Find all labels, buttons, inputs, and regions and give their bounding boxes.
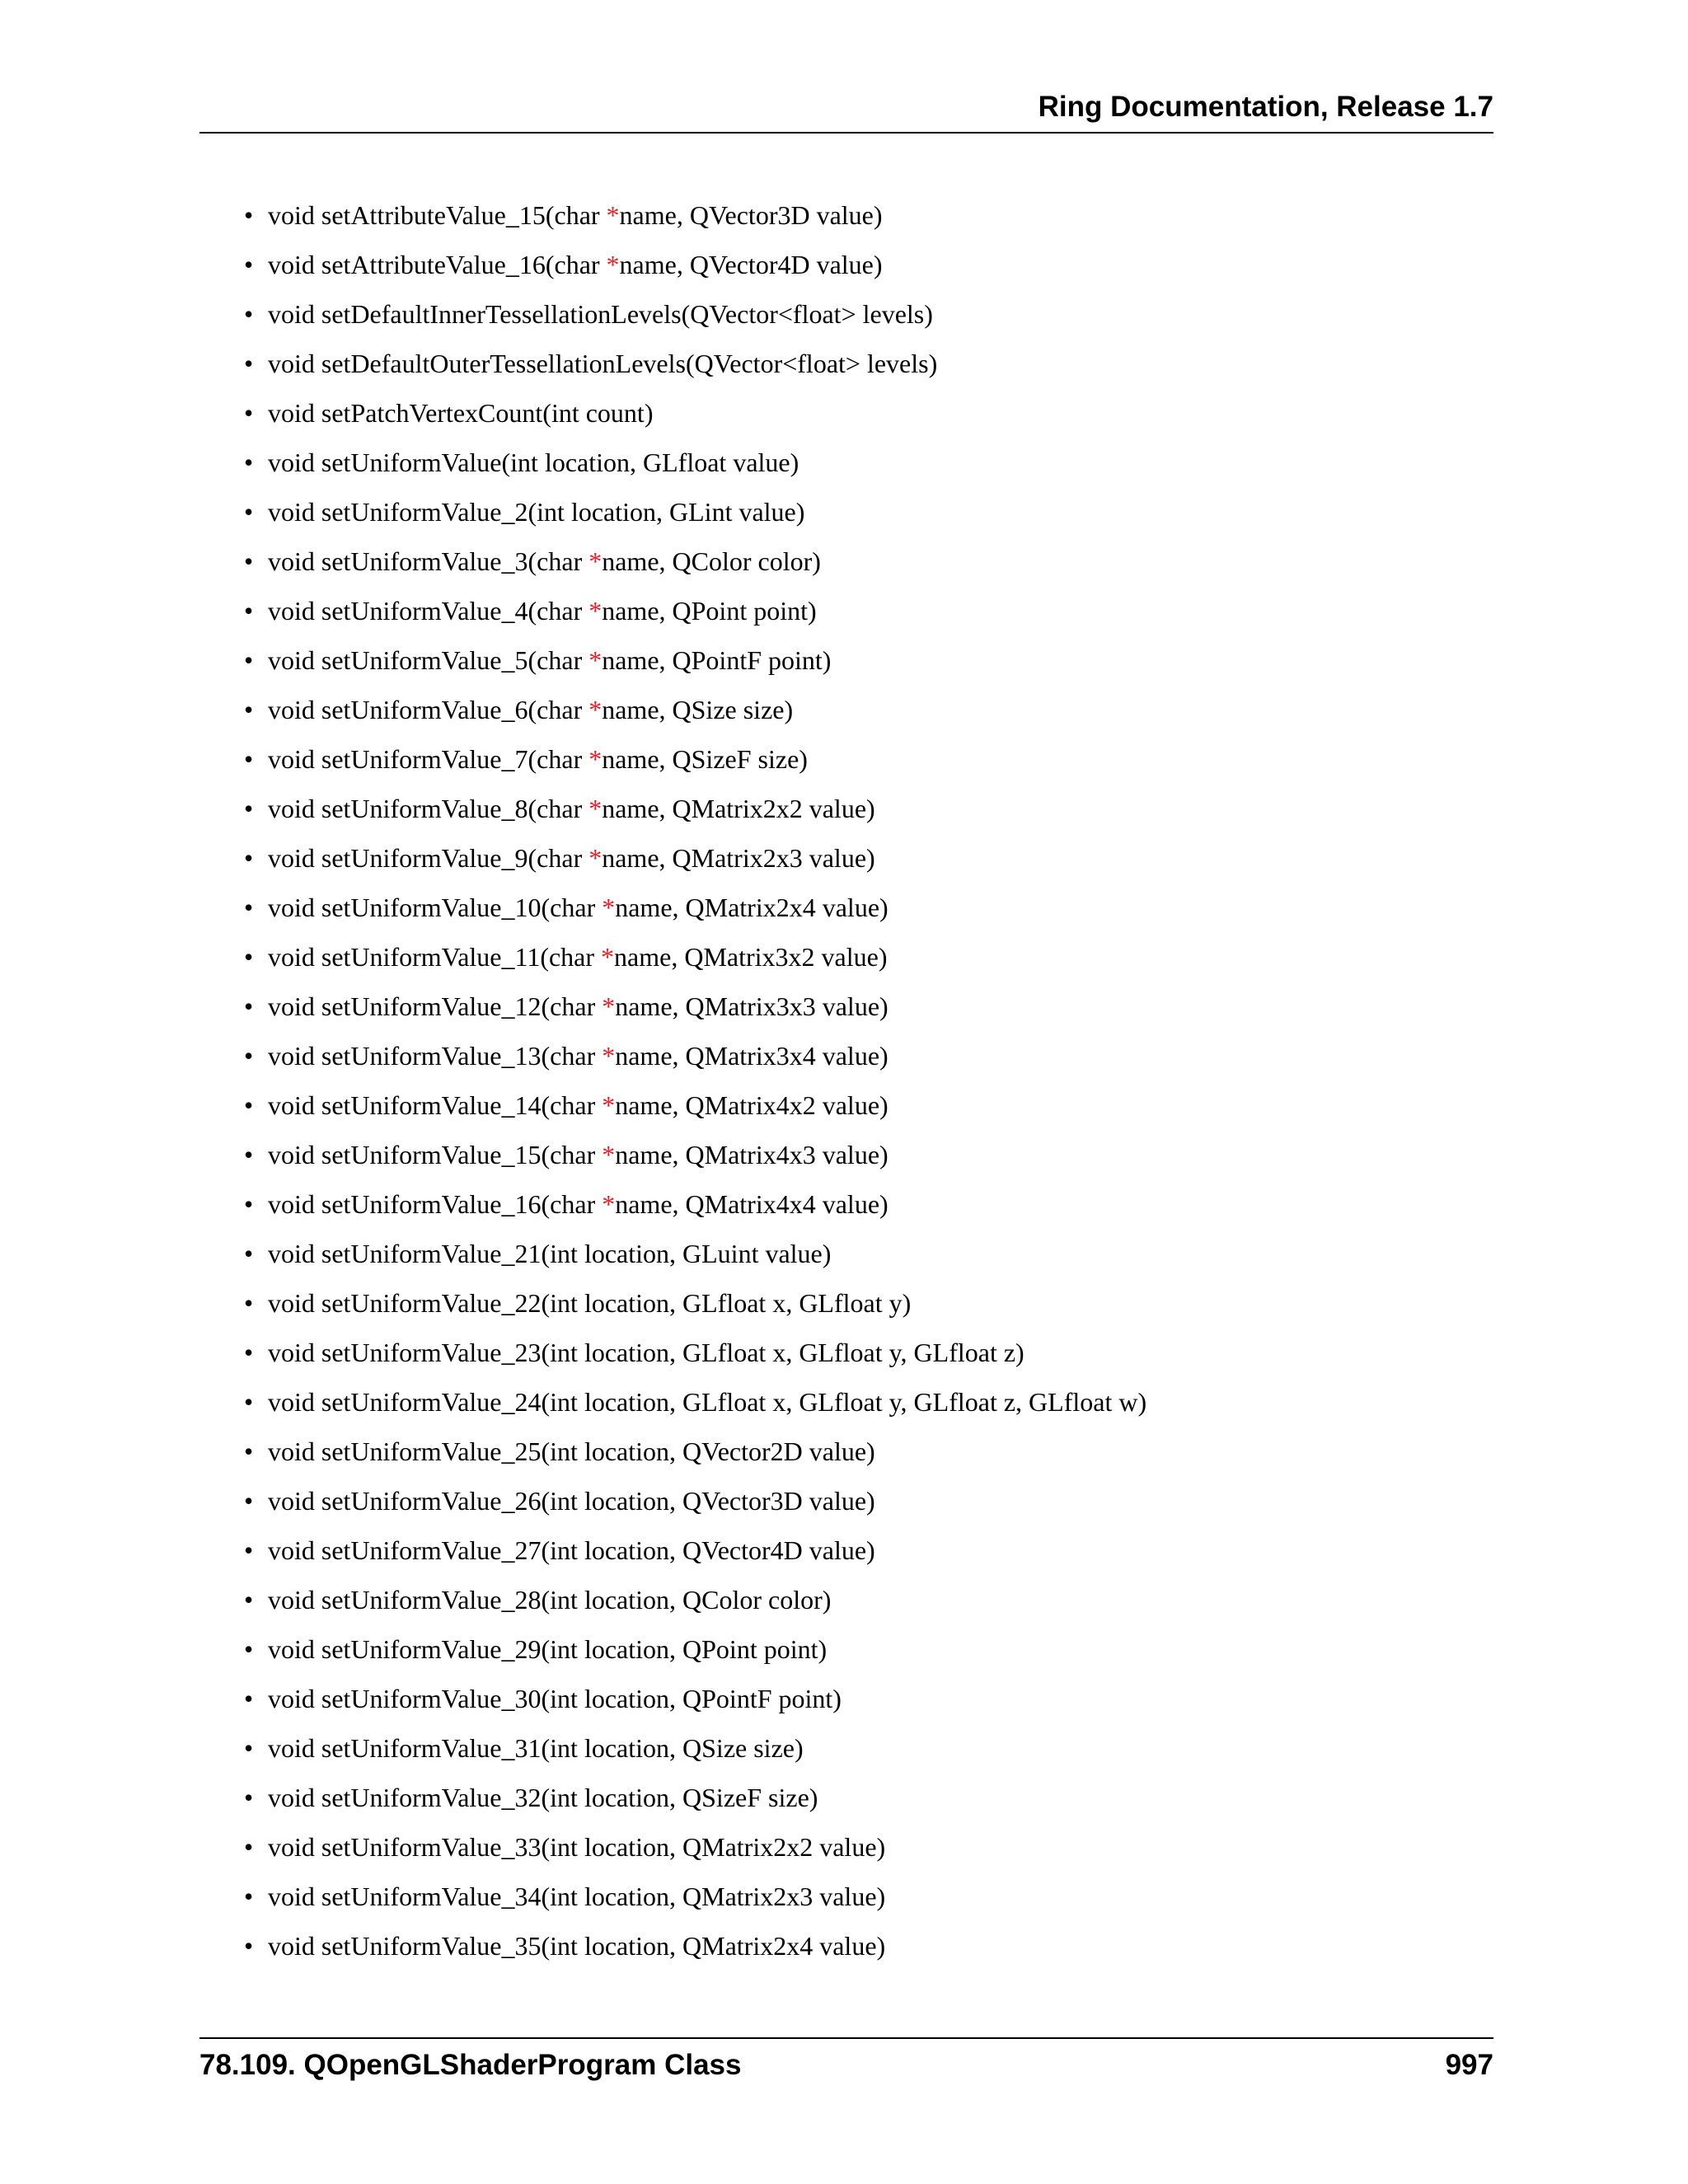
bullet-icon: • [244, 1041, 254, 1071]
method-item [244, 1088, 1146, 1137]
method-signature-start: void setUniformValue_25(int location, QVector2D value) [268, 1436, 875, 1466]
bullet-icon: • [244, 695, 254, 724]
bullet-icon: • [244, 398, 254, 428]
bullet-icon: • [244, 1486, 254, 1516]
section-title: 78.109. QOpenGLShaderProgram Class [199, 2049, 742, 2081]
pointer-asterisk: * [601, 942, 615, 972]
bullet-icon: • [244, 1189, 254, 1219]
page-number: 997 [1445, 2049, 1493, 2081]
method-signature-end: name, QMatrix3x2 value) [614, 942, 888, 972]
method-signature-end: name, QPoint point) [602, 596, 817, 626]
method-signature-start: void setUniformValue_30(int location, QPointF point) [268, 1684, 842, 1713]
method-signature-start: void setDefaultInnerTessellationLevels(QVector<float> levels) [268, 299, 933, 329]
method-signature-start: void setUniformValue_29(int location, QPoint point) [268, 1634, 828, 1664]
method-signature-end: name, QMatrix3x3 value) [615, 991, 889, 1021]
method-signature-start: void setUniformValue_35(int location, QMatrix2x4 value) [268, 1931, 886, 1961]
pointer-asterisk: * [602, 893, 616, 922]
method-item [244, 1236, 1146, 1286]
method-signature-start: void setUniformValue_14(char [268, 1090, 603, 1120]
method-item [244, 1385, 1146, 1434]
method-item [244, 1038, 1146, 1088]
method-signature-end: name, QVector4D value) [619, 250, 883, 279]
method-signature-start: void setPatchVertexCount(int count) [268, 398, 654, 428]
method-item [244, 1137, 1146, 1187]
bullet-icon: • [244, 1882, 254, 1911]
page-footer [199, 2037, 1493, 2081]
bullet-icon: • [244, 1338, 254, 1367]
pointer-asterisk: * [588, 695, 603, 724]
bullet-icon: • [244, 893, 254, 922]
method-item [244, 1731, 1146, 1780]
method-signature-end: name, QColor color) [602, 546, 821, 576]
method-signature-start: void setDefaultOuterTessellationLevels(QVector<float> levels) [268, 349, 938, 378]
method-item [244, 1483, 1146, 1533]
bullet-icon: • [244, 1535, 254, 1565]
method-item [244, 692, 1146, 742]
method-signature-start: void setUniformValue_33(int location, QMatrix2x2 value) [268, 1832, 886, 1862]
method-signature-start: void setUniformValue_7(char [268, 744, 589, 774]
method-item [244, 297, 1146, 346]
method-signature-end: name, QMatrix4x4 value) [615, 1189, 889, 1219]
method-signature-start: void setUniformValue_2(int location, GLint value) [268, 497, 805, 527]
bullet-icon: • [244, 1783, 254, 1812]
method-signature-start: void setUniformValue_23(int location, GLfloat x, GLfloat y, GLfloat z) [268, 1338, 1025, 1367]
method-item [244, 247, 1146, 297]
bullet-icon: • [244, 991, 254, 1021]
bullet-icon: • [244, 942, 254, 972]
bullet-icon: • [244, 1733, 254, 1763]
pointer-asterisk: * [606, 200, 620, 230]
method-signature-start: void setUniformValue_16(char [268, 1189, 603, 1219]
method-item [244, 346, 1146, 396]
method-signature-end: name, QVector3D value) [619, 200, 883, 230]
method-signature-end: name, QPointF point) [602, 645, 832, 675]
pointer-asterisk: * [588, 596, 603, 626]
page-header [199, 89, 1493, 134]
method-item [244, 989, 1146, 1038]
method-item [244, 198, 1146, 247]
pointer-asterisk: * [602, 1090, 616, 1120]
method-signature-start: void setUniformValue_12(char [268, 991, 603, 1021]
method-signature-start: void setUniformValue_10(char [268, 893, 603, 922]
method-item [244, 1780, 1146, 1830]
method-item [244, 1632, 1146, 1681]
method-signature-start: void setUniformValue_11(char [268, 942, 602, 972]
method-signature-start: void setUniformValue_34(int location, QMatrix2x3 value) [268, 1882, 886, 1911]
method-item [244, 1929, 1146, 1978]
bullet-icon: • [244, 1436, 254, 1466]
method-signature-start: void setUniformValue_21(int location, GLuint value) [268, 1239, 832, 1268]
pointer-asterisk: * [606, 250, 620, 279]
method-signature-start: void setUniformValue_28(int location, QColor color) [268, 1585, 832, 1615]
method-signature-start: void setUniformValue_9(char [268, 843, 589, 873]
method-signature-end: name, QSizeF size) [602, 744, 808, 774]
method-item [244, 742, 1146, 791]
method-signature-end: name, QMatrix4x2 value) [615, 1090, 889, 1120]
pointer-asterisk: * [602, 1041, 616, 1071]
method-item [244, 1582, 1146, 1632]
document-title: Ring Documentation, Release 1.7 [1038, 91, 1493, 123]
method-item [244, 1830, 1146, 1879]
pointer-asterisk: * [588, 645, 603, 675]
bullet-icon: • [244, 1140, 254, 1169]
pointer-asterisk: * [588, 794, 603, 823]
method-signature-start: void setUniformValue_32(int location, QSizeF size) [268, 1783, 818, 1812]
method-signature-start: void setUniformValue_8(char [268, 794, 589, 823]
bullet-icon: • [244, 1387, 254, 1417]
method-item [244, 593, 1146, 643]
method-item [244, 1187, 1146, 1236]
method-signature-start: void setUniformValue_26(int location, QVector3D value) [268, 1486, 875, 1516]
bullet-icon: • [244, 200, 254, 230]
method-item [244, 1286, 1146, 1335]
bullet-icon: • [244, 1684, 254, 1713]
method-item [244, 1879, 1146, 1929]
method-signature-start: void setUniformValue_6(char [268, 695, 589, 724]
method-signature-end: name, QSize size) [602, 695, 794, 724]
method-item [244, 445, 1146, 494]
method-item [244, 791, 1146, 841]
bullet-icon: • [244, 1585, 254, 1615]
method-item [244, 890, 1146, 940]
pointer-asterisk: * [602, 991, 616, 1021]
method-item [244, 494, 1146, 544]
method-item [244, 1434, 1146, 1483]
method-signature-end: name, QMatrix4x3 value) [615, 1140, 889, 1169]
method-signature-end: name, QMatrix3x4 value) [615, 1041, 889, 1071]
method-list [244, 198, 1146, 1978]
bullet-icon: • [244, 1239, 254, 1268]
method-item [244, 1335, 1146, 1385]
method-item [244, 1681, 1146, 1731]
bullet-icon: • [244, 1288, 254, 1318]
bullet-icon: • [244, 250, 254, 279]
method-item [244, 643, 1146, 692]
method-signature-start: void setUniformValue_5(char [268, 645, 589, 675]
bullet-icon: • [244, 794, 254, 823]
method-signature-start: void setAttributeValue_16(char [268, 250, 607, 279]
method-signature-start: void setUniformValue_22(int location, GLfloat x, GLfloat y) [268, 1288, 912, 1318]
method-signature-end: name, QMatrix2x3 value) [602, 843, 875, 873]
bullet-icon: • [244, 546, 254, 576]
method-signature-start: void setUniformValue_3(char [268, 546, 589, 576]
bullet-icon: • [244, 596, 254, 626]
pointer-asterisk: * [588, 546, 603, 576]
bullet-icon: • [244, 497, 254, 527]
bullet-icon: • [244, 299, 254, 329]
method-signature-start: void setUniformValue_27(int location, QVector4D value) [268, 1535, 875, 1565]
method-signature-start: void setUniformValue_31(int location, QSize size) [268, 1733, 804, 1763]
pointer-asterisk: * [588, 843, 603, 873]
bullet-icon: • [244, 1832, 254, 1862]
method-signature-start: void setUniformValue_15(char [268, 1140, 603, 1169]
bullet-icon: • [244, 1090, 254, 1120]
bullet-icon: • [244, 744, 254, 774]
method-item [244, 841, 1146, 890]
method-signature-end: name, QMatrix2x2 value) [602, 794, 875, 823]
method-signature-start: void setUniformValue_4(char [268, 596, 589, 626]
method-signature-start: void setUniformValue_13(char [268, 1041, 603, 1071]
bullet-icon: • [244, 1634, 254, 1664]
method-signature-start: void setUniformValue(int location, GLfloat value) [268, 448, 799, 477]
pointer-asterisk: * [602, 1189, 616, 1219]
method-item [244, 396, 1146, 445]
method-signature-start: void setUniformValue_24(int location, GLfloat x, GLfloat y, GLfloat z, GLfloat w) [268, 1387, 1147, 1417]
method-signature-end: name, QMatrix2x4 value) [615, 893, 889, 922]
bullet-icon: • [244, 645, 254, 675]
bullet-icon: • [244, 1931, 254, 1961]
pointer-asterisk: * [588, 744, 603, 774]
bullet-icon: • [244, 448, 254, 477]
method-item [244, 1533, 1146, 1582]
bullet-icon: • [244, 843, 254, 873]
method-item [244, 544, 1146, 593]
pointer-asterisk: * [602, 1140, 616, 1169]
method-item [244, 940, 1146, 989]
bullet-icon: • [244, 349, 254, 378]
method-signature-start: void setAttributeValue_15(char [268, 200, 607, 230]
